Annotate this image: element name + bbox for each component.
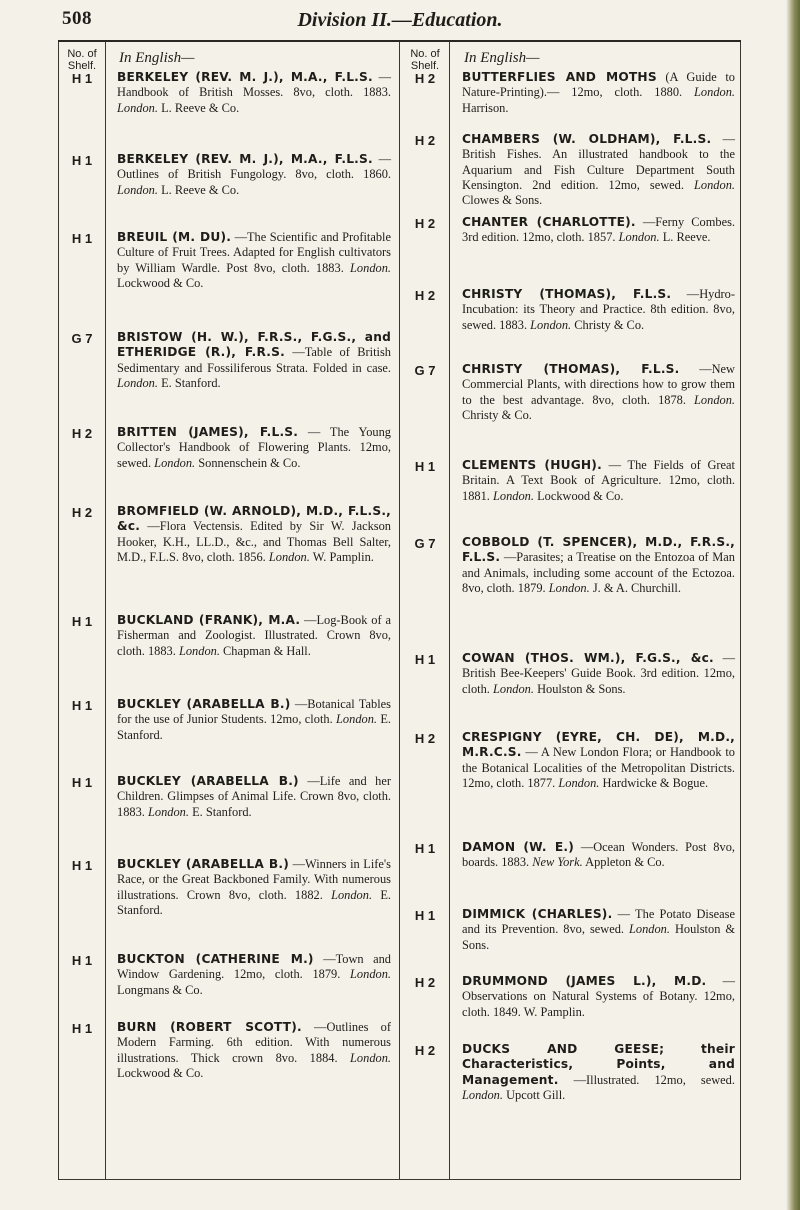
entry-publisher: Harrison. xyxy=(462,100,509,115)
entry-publisher: Appleton & Co. xyxy=(585,855,665,870)
entry-description: — The Young Collector's Handbook of Flowering Plants. 12mo, sewed. xyxy=(117,425,391,470)
shelf-mark: H 2 xyxy=(414,288,436,303)
column-heading-right: In English— xyxy=(464,50,540,66)
entry-publisher: E. Stanford. xyxy=(117,712,392,742)
shelf-mark: H 1 xyxy=(71,698,93,713)
entry-place: London. xyxy=(178,643,220,658)
entry-place: London. xyxy=(694,85,735,100)
catalogue-entry xyxy=(117,952,391,998)
shelf-mark: H 1 xyxy=(71,953,93,968)
entry-publisher: Upcott Gill. xyxy=(506,1087,566,1102)
entry-description: —Ocean Wonders. Post 8vo, boards. 1883. xyxy=(462,840,735,870)
catalogue-entry xyxy=(117,857,391,918)
shelf-mark: H 1 xyxy=(71,614,93,629)
catalogue-entry xyxy=(117,504,391,565)
entry-publisher: Clowes & Sons. xyxy=(462,193,543,208)
entry-description: —Ferny Combes. 3rd edition. 12mo, cloth. 1857. xyxy=(462,215,735,245)
entry-description: —Outlines of Modern Farming. 6th edition. With numerous illustrations. Thick crown 8vo. 1884. xyxy=(117,1020,391,1065)
entry-place: London. xyxy=(694,177,735,192)
entry-publisher: W. Pamplin. xyxy=(312,549,374,564)
catalogue-entry xyxy=(117,425,391,471)
entry-publisher: W. Pamplin. xyxy=(523,1004,585,1019)
catalogue-entry xyxy=(462,458,735,504)
entry-name: BUCKLEY (ARABELLA B.) xyxy=(117,774,299,788)
entry-publisher: Lockwood & Co. xyxy=(117,1065,204,1080)
catalogue-entry xyxy=(462,730,735,791)
entry-place: London. xyxy=(462,1087,503,1102)
entry-publisher: Christy & Co. xyxy=(574,317,645,332)
catalogue-entry xyxy=(462,215,735,246)
entry-name: CHAMBERS (W. OLDHAM), F.L.S. xyxy=(462,132,712,146)
entry-name: CLEMENTS (HUGH). xyxy=(462,458,602,472)
entry-description: — A New London Flora; or Handbook to the Botanical Localities of the Metropolitan Districts. 12mo, cloth. 1877. xyxy=(462,745,735,790)
entry-name: BROMFIELD (W. ARNOLD), M.D., F.L.S., &c. xyxy=(117,504,391,534)
shelf-header-left: No. of Shelf. xyxy=(67,48,97,72)
entry-publisher: J. & A. Churchill. xyxy=(592,580,681,595)
shelf-mark: H 1 xyxy=(71,775,93,790)
entry-publisher: L. Reeve & Co. xyxy=(161,182,240,197)
catalogue-entry xyxy=(117,697,391,743)
catalogue-entry xyxy=(462,70,735,116)
entry-place: London. xyxy=(558,775,600,790)
shelf-mark: H 1 xyxy=(414,841,436,856)
entry-publisher: Longmans & Co. xyxy=(117,982,203,997)
catalogue-entry xyxy=(117,774,391,820)
entry-description: — The Potato Disease and its Prevention. 8vo, sewed. xyxy=(462,907,735,937)
entry-place: London. xyxy=(350,1050,391,1065)
entry-name: CHRISTY (THOMAS), F.L.S. xyxy=(462,287,672,301)
shelf-mark: H 2 xyxy=(414,216,436,231)
entry-publisher: Chapman & Hall. xyxy=(223,643,311,658)
entry-description: —Observations on Natural Systems of Botany. 12mo, cloth. 1849. xyxy=(462,974,735,1019)
entry-publisher: L. Reeve. xyxy=(662,230,711,245)
entry-publisher: Hardwicke & Bogue. xyxy=(602,775,709,790)
shelf-mark: H 1 xyxy=(71,1021,93,1036)
shelf-mark: G 7 xyxy=(414,363,436,378)
entry-place: London. xyxy=(618,230,660,245)
shelf-mark: H 2 xyxy=(414,975,436,990)
entry-place: London. xyxy=(492,681,534,696)
entry-description: (A Guide to Nature-Printing).— 12mo, cloth. 1880. xyxy=(462,70,735,100)
entry-place: London. xyxy=(268,549,310,564)
entry-publisher: E. Stanford. xyxy=(161,375,221,390)
entry-place: London. xyxy=(694,392,735,407)
catalogue-table xyxy=(58,42,741,1180)
entry-name: BERKELEY (REV. M. J.), M.A., F.L.S. xyxy=(117,152,373,166)
catalogue-entry xyxy=(117,1020,391,1081)
entry-publisher: Houlston & Sons. xyxy=(537,681,626,696)
entry-description: —Hydro-Incubation: its Theory and Practice. 8th edition. 8vo, sewed. 1883. xyxy=(462,287,735,332)
catalogue-entry xyxy=(462,840,735,871)
entry-name: DAMON (W. E.) xyxy=(462,840,574,854)
entry-place: London. xyxy=(331,887,373,902)
entry-description: —Illustrated. 12mo, sewed. xyxy=(573,1072,735,1087)
catalogue-entry xyxy=(462,1042,735,1103)
column-divider xyxy=(399,42,400,1179)
shelf-mark: H 1 xyxy=(71,858,93,873)
entry-place: London. xyxy=(117,375,158,390)
entry-place: London. xyxy=(530,317,572,332)
entry-name: BERKELEY (REV. M. J.), M.A., F.L.S. xyxy=(117,70,373,84)
entry-name: CRESPIGNY (EYRE, CH. DE), M.D., M.R.C.S. xyxy=(462,730,735,760)
entry-description: —Outlines of British Fungology. 8vo, cloth. 1860. xyxy=(117,152,391,182)
entry-publisher: E. Stanford. xyxy=(117,887,391,917)
entry-publisher: Christy & Co. xyxy=(462,407,532,422)
running-head: Division II.—Education. xyxy=(297,9,503,31)
page-edge xyxy=(786,0,800,1210)
shelf-mark: H 1 xyxy=(71,231,93,246)
entry-name: BREUIL (M. DU). xyxy=(117,230,232,244)
catalogue-entry xyxy=(117,152,391,198)
entry-description: —New Commercial Plants, with directions how to grow them to the best advantage. 8vo, cloth. 1878. xyxy=(462,362,735,407)
entry-place: London. xyxy=(117,100,158,115)
shelf-mark: H 2 xyxy=(414,133,436,148)
shelf-mark: H 1 xyxy=(71,153,93,168)
entry-description: —Botanical Tables for the use of Junior Students. 12mo, cloth. xyxy=(117,697,391,727)
entry-description: —The Scientific and Profitable Culture of Fruit Trees. Adapted for English cultivators by William Wardle. Post 8vo, cloth. 1883. xyxy=(117,230,391,275)
entry-name: BUCKLEY (ARABELLA B.) xyxy=(117,857,290,871)
column-divider xyxy=(105,42,106,1179)
entry-description: —Table of British Sedimentary and Fossiliferous Strata. Folded in case. xyxy=(117,345,391,375)
entry-name: BUTTERFLIES AND MOTHS xyxy=(462,70,657,84)
shelf-mark: G 7 xyxy=(414,536,436,551)
entry-publisher: Sonnenschein & Co. xyxy=(198,455,301,470)
entry-name: DUCKS AND GEESE; their Characteristics, Points, and Management. xyxy=(462,1042,735,1087)
column-heading-left: In English— xyxy=(119,50,195,66)
catalogue-entry xyxy=(117,330,391,391)
entry-place: London. xyxy=(548,580,590,595)
entry-description: —Flora Vectensis. Edited by Sir W. Jackson Hooker, K.H., LL.D., &c., and Thomas Bell Salter, M.D., F.L.S. 8vo, cloth. 1856. xyxy=(117,519,391,564)
catalogue-entry xyxy=(462,132,735,208)
entry-place: London. xyxy=(336,712,377,727)
page-number: 508 xyxy=(62,8,92,29)
shelf-mark: G 7 xyxy=(71,331,93,346)
shelf-mark: H 2 xyxy=(414,731,436,746)
catalogue-entry xyxy=(462,287,735,333)
catalogue-entry xyxy=(462,362,735,423)
shelf-mark: H 1 xyxy=(414,459,436,474)
entry-name: BRISTOW (H. W.), F.R.S., F.G.S., and ETHERIDGE (R.), F.R.S. xyxy=(117,330,391,360)
entry-description: —British Fishes. An illustrated handbook to the Aquarium and Fish Culture Department South Kensington. 2nd edition. 12mo, sewed. xyxy=(462,132,735,192)
entry-publisher: Houlston & Sons. xyxy=(462,922,735,952)
entry-name: DIMMICK (CHARLES). xyxy=(462,907,613,921)
entry-publisher: L. Reeve & Co. xyxy=(161,100,240,115)
entry-description: —British Bee-Keepers' Guide Book. 3rd edition. 12mo, cloth. xyxy=(462,651,735,696)
catalogue-entry xyxy=(462,535,735,596)
entry-publisher: Lockwood & Co. xyxy=(117,275,204,290)
shelf-mark: H 1 xyxy=(71,71,93,86)
shelf-mark: H 2 xyxy=(71,505,93,520)
entry-description: —Winners in Life's Race, or the Great Backboned Family. With numerous illustrations. Crown 8vo, cloth. 1882. xyxy=(117,857,391,902)
shelf-mark: H 1 xyxy=(414,652,436,667)
entry-place: London. xyxy=(629,922,670,937)
entry-place: London. xyxy=(154,455,196,470)
entry-publisher: E. Stanford. xyxy=(192,804,252,819)
entry-description: — The Fields of Great Britain. A Text Book of Agriculture. 12mo, cloth. 1881. xyxy=(462,458,736,503)
entry-name: CHRISTY (THOMAS), F.L.S. xyxy=(462,362,680,376)
shelf-header-right: No. of Shelf. xyxy=(410,48,440,72)
entry-name: BRITTEN (JAMES), F.L.S. xyxy=(117,425,299,439)
column-divider xyxy=(449,42,450,1179)
entry-name: BUCKLAND (FRANK), M.A. xyxy=(117,613,301,627)
entry-name: DRUMMOND (JAMES L.), M.D. xyxy=(462,974,707,988)
catalogue-entry xyxy=(117,70,391,116)
shelf-mark: H 2 xyxy=(71,426,93,441)
entry-place: New York. xyxy=(532,855,583,870)
entry-name: BUCKLEY (ARABELLA B.) xyxy=(117,697,291,711)
shelf-mark: H 1 xyxy=(414,908,436,923)
entry-place: London. xyxy=(148,804,189,819)
catalogue-entry xyxy=(462,907,735,953)
entry-description: —Life and her Children. Glimpses of Animal Life. Crown 8vo, cloth. 1883. xyxy=(117,774,391,819)
entry-description: —Parasites; a Treatise on the Entozoa of Man and Animals, including some account of the Ectozoa. 8vo, cloth. 1879. xyxy=(462,550,735,595)
entry-place: London. xyxy=(493,488,534,503)
entry-description: —Town and Window Gardening. 12mo, cloth. 1879. xyxy=(117,952,391,982)
entry-name: CHANTER (CHARLOTTE). xyxy=(462,215,636,229)
entry-description: —Handbook of British Mosses. 8vo, cloth. 1883. xyxy=(117,70,391,100)
entry-name: COBBOLD (T. SPENCER), M.D., F.R.S., F.L.S. xyxy=(462,535,735,565)
catalogue-entry xyxy=(462,974,735,1020)
entry-publisher: Lockwood & Co. xyxy=(537,488,624,503)
entry-description: —Log-Book of a Fisherman and Zoologist. Illustrated. Crown 8vo, cloth. 1883. xyxy=(117,613,392,658)
entry-place: London. xyxy=(117,182,158,197)
entry-place: London. xyxy=(350,967,391,982)
shelf-mark: H 2 xyxy=(414,1043,436,1058)
entry-place: London. xyxy=(350,260,391,275)
entry-name: BURN (ROBERT SCOTT). xyxy=(117,1020,302,1034)
catalogue-entry xyxy=(462,651,735,697)
shelf-mark: H 2 xyxy=(414,71,436,86)
entry-name: BUCKTON (CATHERINE M.) xyxy=(117,952,314,966)
catalogue-entry xyxy=(117,613,391,659)
catalogue-entry xyxy=(117,230,391,291)
entry-name: COWAN (THOS. WM.), F.G.S., &c. xyxy=(462,651,714,665)
